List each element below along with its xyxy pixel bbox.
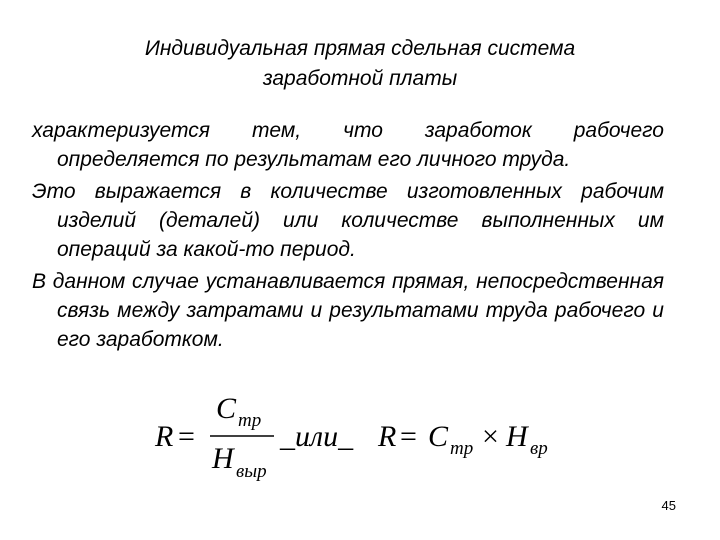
paragraph-1: характеризуется тем, что заработок рабочего определяется по результатам его личного труда. xyxy=(32,119,664,171)
formula-times: × xyxy=(482,420,499,453)
paragraph-3: В данном случае устанавливается прямая, непосредственная связь между затратами и результатами труда рабочего и его заработком. xyxy=(32,270,664,351)
title-line-2: заработной платы xyxy=(262,67,458,90)
formula-equals-left: = xyxy=(178,420,195,453)
slide-body xyxy=(32,116,664,357)
formula-ili: _или_ xyxy=(280,420,354,453)
paragraph-2: Это выражается в количестве изготовленных рабочим изделий (деталей) или количестве выполненных им операций за какой-то период. xyxy=(32,180,664,261)
formula-numerator-c: C xyxy=(216,392,237,425)
formula-h-right-sub: вр xyxy=(530,438,548,459)
wage-formula xyxy=(150,388,570,488)
formula-equals-right: = xyxy=(400,420,417,453)
formula-r-right: R xyxy=(378,420,397,453)
formula-h-right: H xyxy=(506,420,528,453)
formula-c-right-sub: тр xyxy=(450,438,474,459)
formula-denominator-h: H xyxy=(212,442,234,475)
formula-svg xyxy=(150,388,570,488)
slide-title xyxy=(60,34,660,94)
page-number: 45 xyxy=(661,498,676,513)
formula-c-right: C xyxy=(428,420,449,453)
title-line-1: Индивидуальная прямая сдельная система xyxy=(144,37,576,60)
formula-numerator-sub: тр xyxy=(238,410,262,431)
formula-r-left: R xyxy=(155,420,174,453)
formula-denominator-sub: выр xyxy=(236,461,267,482)
